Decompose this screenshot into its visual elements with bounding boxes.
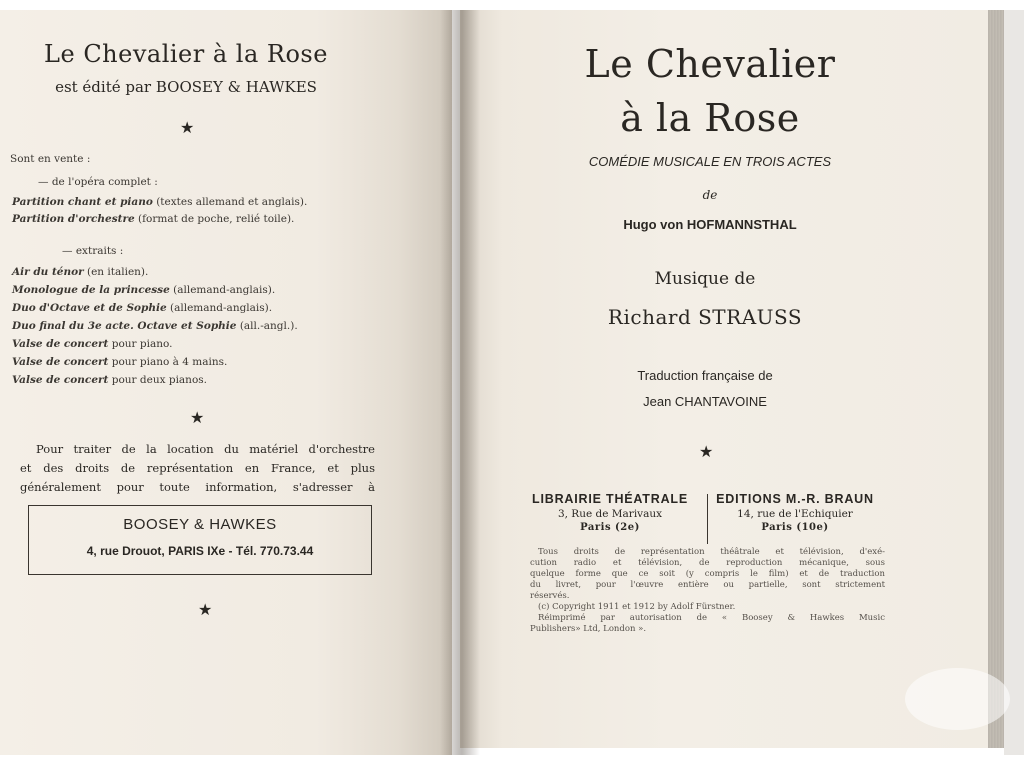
star-icon: ★ bbox=[180, 118, 195, 137]
complete-item: Partition chant et piano (textes allemand et anglais). bbox=[12, 196, 308, 208]
on-sale-heading: Sont en vente : bbox=[10, 153, 91, 165]
left-page-title: Le Chevalier à la Rose bbox=[44, 40, 328, 68]
publisher-editions-braun bbox=[705, 492, 885, 533]
complete-item: Partition d'orchestre (format de poche, relié toile). bbox=[12, 213, 295, 225]
extract-item: Air du ténor (en italien). bbox=[12, 266, 149, 278]
rights-line: cution radio et télévision, de reproduction mécanique, sous bbox=[530, 558, 885, 568]
subtitle: COMÉDIE MUSICALE EN TROIS ACTES bbox=[588, 154, 832, 169]
publisher-address: 14, rue de l'Echiquier bbox=[737, 508, 853, 520]
publisher-city: Paris (2e) bbox=[580, 522, 640, 533]
rights-line: Tous droits de représentation théâtrale et télévision, d'exé- bbox=[538, 547, 885, 557]
de-label: de bbox=[702, 188, 718, 202]
rights-notice bbox=[530, 547, 885, 635]
watermark-logo bbox=[905, 668, 1010, 730]
extract-item: Valse de concert pour piano. bbox=[12, 338, 173, 350]
extracts-heading: — extraits : bbox=[62, 245, 124, 257]
contact-box-name: BOOSEY & HAWKES bbox=[123, 516, 277, 533]
publisher-librairie-theatrale bbox=[520, 492, 700, 533]
rental-paragraph bbox=[20, 440, 375, 497]
star-icon: ★ bbox=[699, 442, 714, 461]
publisher-address: 3, Rue de Marivaux bbox=[557, 508, 663, 520]
copyright-line: Publishers» Ltd, London ». bbox=[530, 624, 647, 634]
complete-opera-heading: — de l'opéra complet : bbox=[38, 176, 158, 188]
star-icon: ★ bbox=[198, 600, 213, 619]
translation-label: Traduction française de bbox=[637, 368, 773, 383]
extract-item: Duo d'Octave et de Sophie (allemand-anglais). bbox=[12, 302, 273, 314]
rights-line: du livret, pour l'œuvre entière ou partielle, sont strictement bbox=[530, 580, 885, 590]
extract-item: Valse de concert pour deux pianos. bbox=[12, 374, 207, 386]
publisher-name: EDITIONS M.-R. BRAUN bbox=[716, 492, 874, 506]
rental-line: et des droits de représentation en France, et plus bbox=[20, 461, 375, 475]
extract-item: Valse de concert pour piano à 4 mains. bbox=[12, 356, 228, 368]
publisher-city: Paris (10e) bbox=[761, 522, 829, 533]
title-line-2: à la Rose bbox=[620, 96, 800, 140]
publisher-name: LIBRAIRIE THÉATRALE bbox=[532, 492, 688, 506]
title-line-1: Le Chevalier bbox=[584, 42, 836, 86]
publisher-line: est édité par BOOSEY & HAWKES bbox=[55, 78, 317, 96]
music-by-label: Musique de bbox=[654, 269, 756, 289]
rental-line: généralement pour toute information, s'adresser à bbox=[20, 480, 375, 494]
copyright-line: (c) Copyright 1911 et 1912 by Adolf Fürstner. bbox=[538, 602, 736, 612]
cover-edge bbox=[1004, 10, 1024, 755]
composer: Richard STRAUSS bbox=[607, 305, 803, 329]
extract-item: Duo final du 3e acte. Octave et Sophie (all.-angl.). bbox=[12, 320, 298, 332]
star-icon: ★ bbox=[190, 408, 205, 427]
contact-box bbox=[28, 505, 372, 575]
librettist: Hugo von HOFMANNSTHAL bbox=[623, 217, 797, 232]
copyright-line: Réimprimé par autorisation de « Boosey & Hawkes Music bbox=[538, 613, 885, 623]
rental-line: Pour traiter de la location du matériel d'orchestre bbox=[36, 442, 375, 456]
contact-box-address: 4, rue Drouot, PARIS IXe - Tél. 770.73.44 bbox=[86, 544, 314, 558]
rights-line: réservés. bbox=[530, 591, 570, 601]
rights-line: quelque forme que ce soit (y compris le film) et de traduction bbox=[530, 569, 885, 579]
translator: Jean CHANTAVOINE bbox=[643, 394, 767, 409]
extract-item: Monologue de la princesse (allemand-anglais). bbox=[12, 284, 276, 296]
